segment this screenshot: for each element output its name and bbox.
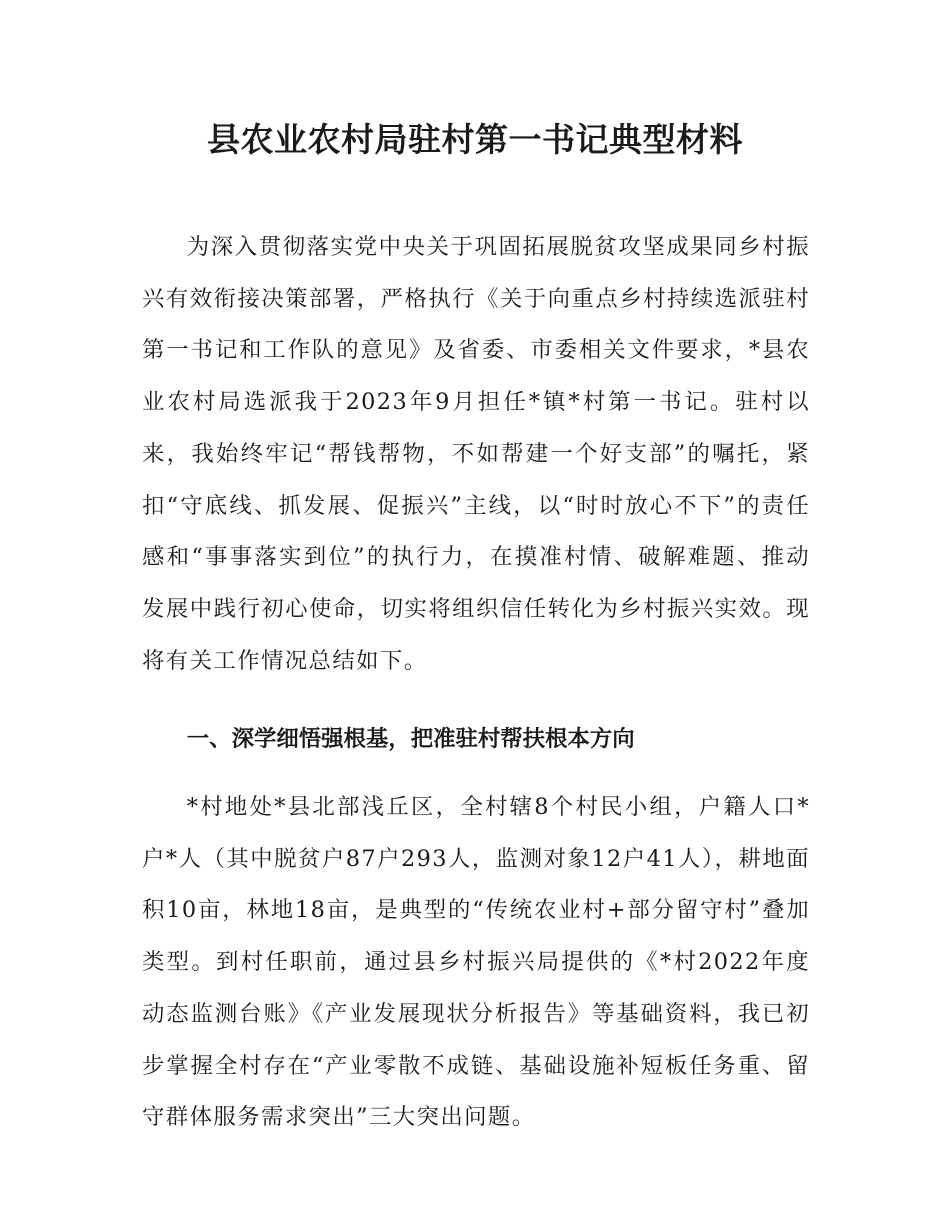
document-title: 县农业农村局驻村第一书记典型材料: [207, 120, 743, 159]
intro-paragraph: 为深入贯彻落实党中央关于巩固拓展脱贫攻坚成果同乡村振兴有效衔接决策部署，严格执行《关于向重点乡村持续选派驻村第一书记和工作队的意见》及省委、市委相关文件要求，*县农业农村局选派我于2023年9月担任*镇*村第一书记。驻村以来，我始终牢记“帮钱帮物，不如帮建一个好支部”的嘱托，紧扣“守底线、抓发展、促振兴”主线，以“时时放心不下”的责任感和“事事落实到位”的执行力，在摸准村情、破解难题、推动发展中践行初心使命，切实将组织信任转化为乡村振兴实效。现将有关工作情况总结如下。: [142, 234, 810, 674]
section-heading-1: 一、深学细悟强根基，把准驻村帮扶根本方向: [186, 726, 635, 752]
section-1-paragraph: *村地处*县北部浅丘区，全村辖8个村民小组，户籍人口*户*人（其中脱贫户87户293人，监测对象12户41人），耕地面积10亩，林地18亩，是典型的“传统农业村+部分留守村”叠加类型。到村任职前，通过县乡村振兴局提供的《*村2022年度动态监测台账》《产业发展现状分析报告》等基础资料，我已初步掌握全村存在“产业零散不成链、基础设施补短板任务重、留守群体服务需求突出”三大突出问题。: [142, 794, 810, 1131]
